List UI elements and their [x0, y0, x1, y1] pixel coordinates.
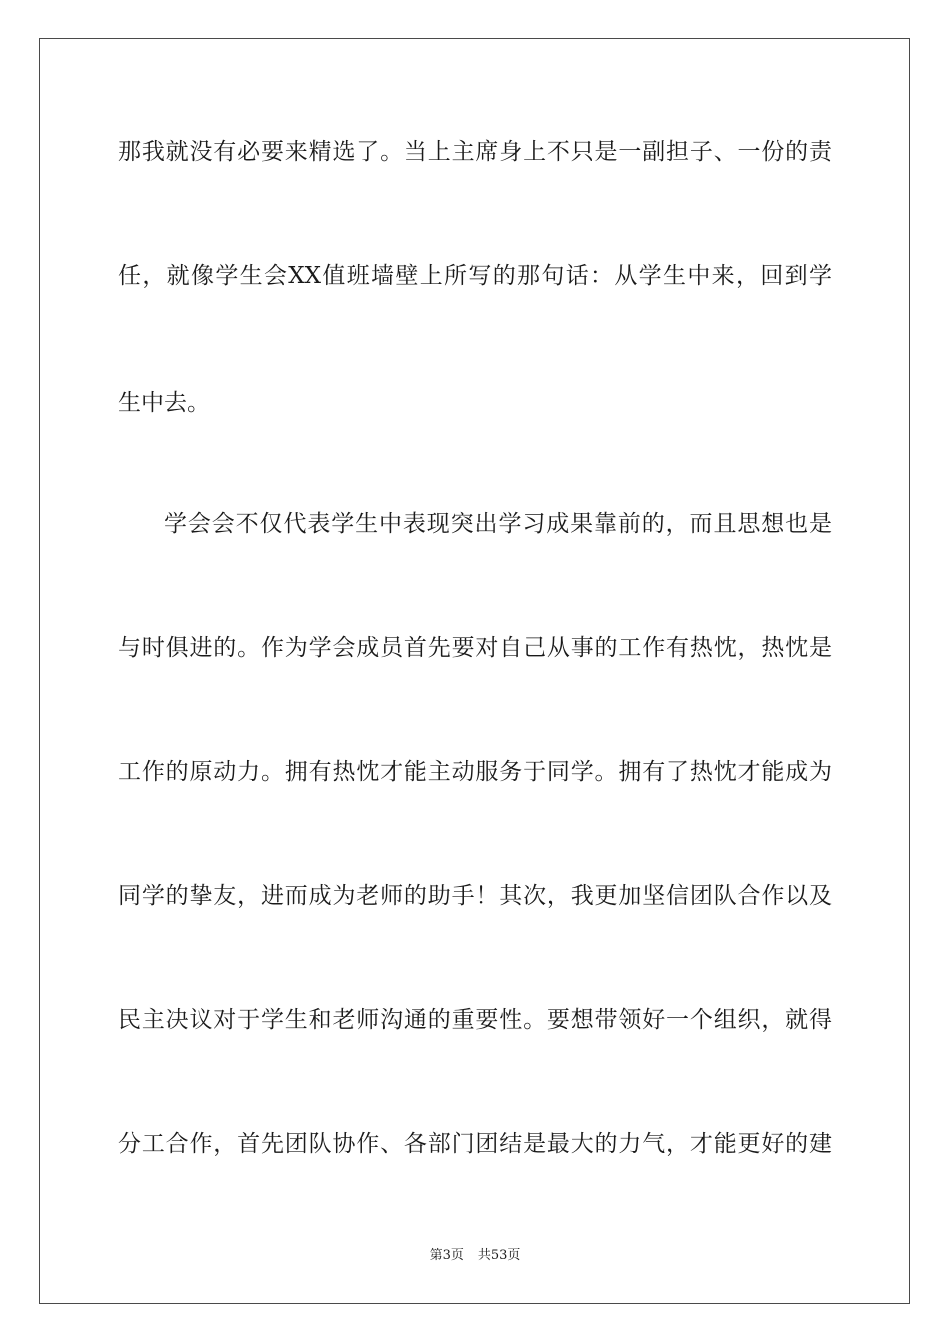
- text-line-1: 那我就没有必要来精选了。当上主席身上不只是一副担子、一份的责: [118, 139, 832, 165]
- text-line-8: 民主决议对于学生和老师沟通的重要性。要想带领好一个组织，就得: [118, 1007, 832, 1033]
- current-page-number: 第3页: [429, 1248, 464, 1263]
- text-line-9: 分工合作，首先团队协作、各部门团结是最大的力气，才能更好的建: [118, 1131, 832, 1157]
- text-line-4: 学会会不仅代表学生中表现突出学习成果靠前的，而且思想也是: [164, 511, 832, 537]
- text-line-3: 生中去。: [118, 390, 210, 416]
- total-page-count: 共53页: [477, 1248, 521, 1263]
- text-line-7: 同学的挚友，进而成为老师的助手！其次，我更加坚信团队合作以及: [118, 883, 832, 909]
- text-line-6: 工作的原动力。拥有热忱才能主动服务于同学。拥有了热忱才能成为: [118, 759, 832, 785]
- page-border: [39, 38, 910, 1304]
- page-footer: [0, 1247, 950, 1265]
- text-line-5: 与时俱进的。作为学会成员首先要对自己从事的工作有热忱，热忱是: [118, 635, 832, 661]
- text-line-2: 任，就像学生会XX值班墙壁上所写的那句话：从学生中来，回到学: [118, 263, 832, 289]
